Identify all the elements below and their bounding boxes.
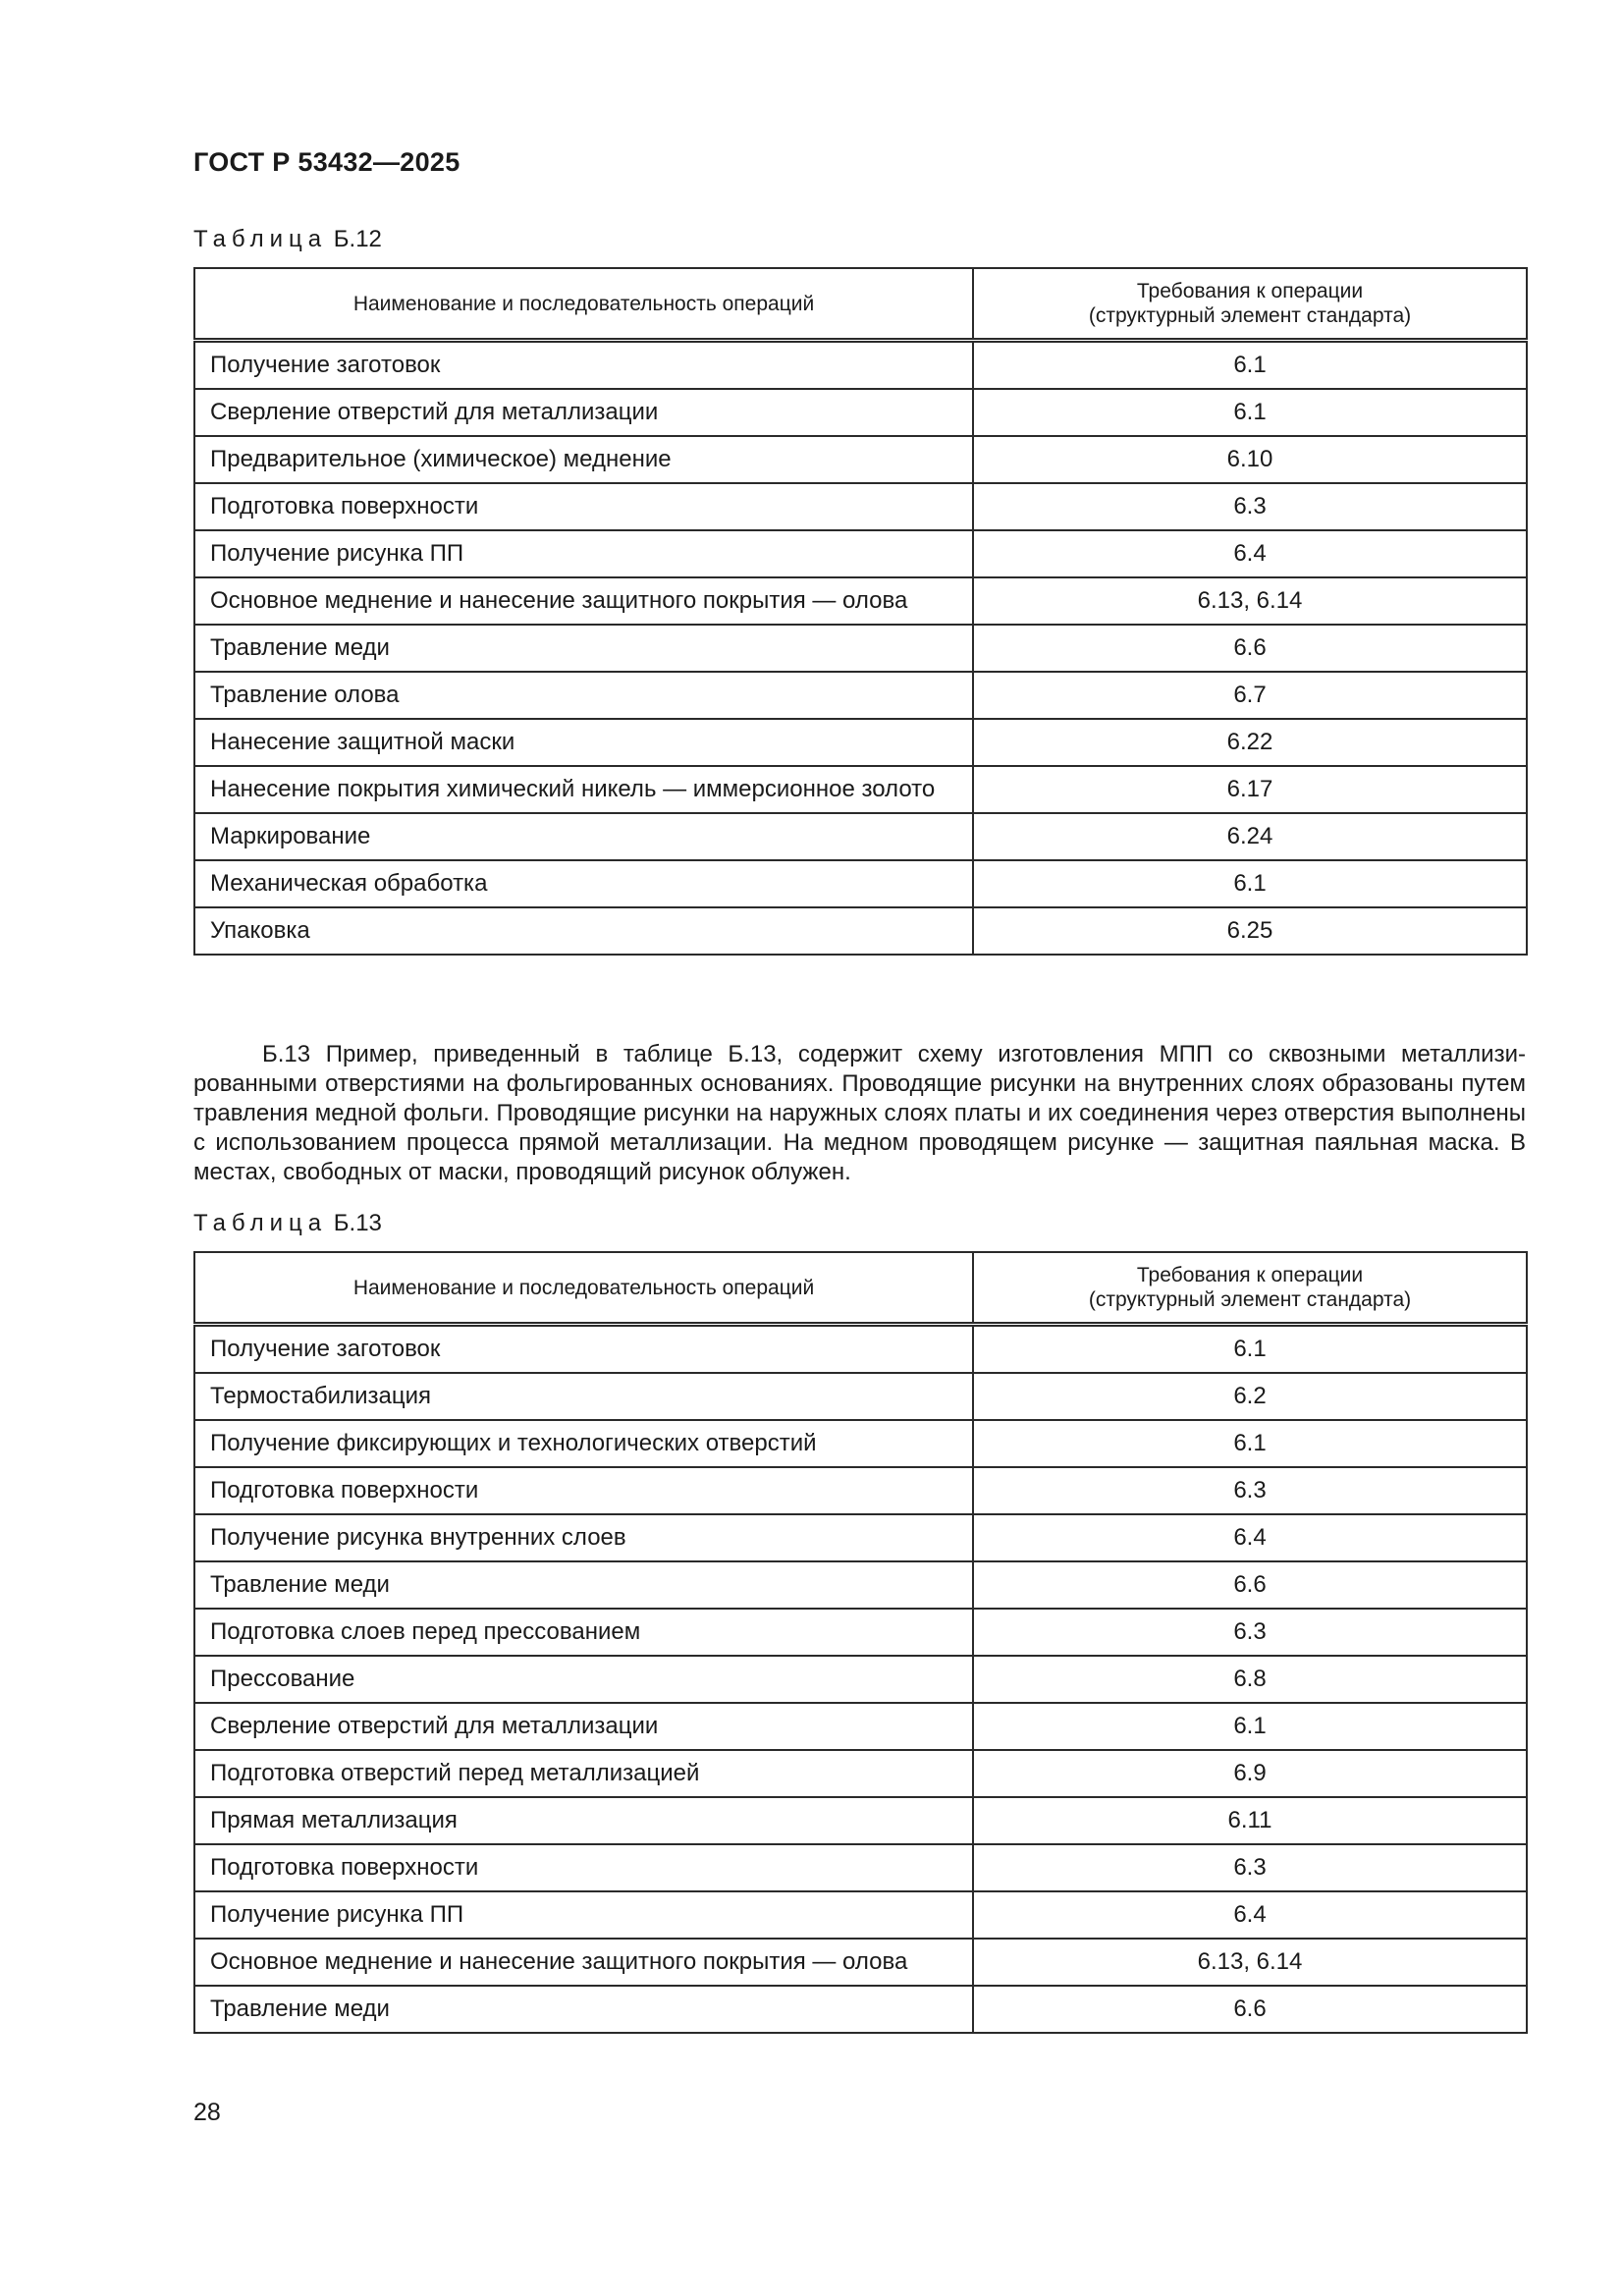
table-row (194, 766, 1527, 813)
column-header-line: (структурный элемент стандарта) (1088, 1288, 1412, 1311)
table-row (194, 1750, 1527, 1797)
operation-name: Основное меднение и нанесение защитного покрытия — олова (194, 577, 973, 625)
table-row (194, 907, 1527, 955)
requirement-ref: 6.1 (973, 1325, 1527, 1374)
requirement-ref: 6.13, 6.14 (973, 1939, 1527, 1986)
table-row (194, 436, 1527, 483)
operation-name: Травление меди (194, 625, 973, 672)
column-header-requirements (973, 268, 1527, 341)
operation-name: Получение рисунка внутренних слоев (194, 1514, 973, 1561)
table-row (194, 1844, 1527, 1891)
column-header-line: (структурный элемент стандарта) (1088, 304, 1412, 327)
table-header-row (194, 268, 1527, 341)
requirement-ref: 6.17 (973, 766, 1527, 813)
requirement-ref: 6.4 (973, 1514, 1527, 1561)
table-row (194, 1420, 1527, 1467)
requirement-ref: 6.4 (973, 1891, 1527, 1939)
requirement-ref: 6.8 (973, 1656, 1527, 1703)
requirement-ref: 6.1 (973, 1420, 1527, 1467)
requirement-ref: 6.1 (973, 860, 1527, 907)
table-row (194, 1986, 1527, 2033)
column-header-line: Требования к операции (1136, 1264, 1364, 1286)
table-header-row (194, 1252, 1527, 1325)
requirement-ref: 6.1 (973, 1703, 1527, 1750)
requirement-ref: 6.6 (973, 625, 1527, 672)
table-row (194, 530, 1527, 577)
table-row (194, 1797, 1527, 1844)
operation-name: Механическая обработка (194, 860, 973, 907)
table-row (194, 483, 1527, 530)
operation-name: Сверление отверстий для металлизации (194, 1703, 973, 1750)
requirement-ref: 6.13, 6.14 (973, 577, 1527, 625)
table-row (194, 672, 1527, 719)
requirement-ref: 6.2 (973, 1373, 1527, 1420)
caption-number: Б.13 (333, 1210, 382, 1236)
table-row (194, 813, 1527, 860)
table-row (194, 1891, 1527, 1939)
table-row (194, 1656, 1527, 1703)
section-b13-paragraph (193, 1040, 1526, 1187)
requirement-ref: 6.25 (973, 907, 1527, 955)
operation-name: Получение заготовок (194, 341, 973, 390)
table-b12-caption (193, 226, 382, 253)
document-header: ГОСТ Р 53432—2025 (193, 147, 460, 177)
requirement-ref: 6.7 (973, 672, 1527, 719)
operation-name: Упаковка (194, 907, 973, 955)
operation-name: Сверление отверстий для металлизации (194, 389, 973, 436)
operation-name: Получение рисунка ПП (194, 1891, 973, 1939)
caption-number: Б.12 (333, 226, 382, 252)
caption-word: Таблица (193, 226, 328, 252)
operation-name: Подготовка слоев перед прессованием (194, 1609, 973, 1656)
table-row (194, 625, 1527, 672)
requirement-ref: 6.10 (973, 436, 1527, 483)
requirement-ref: 6.9 (973, 1750, 1527, 1797)
requirement-ref: 6.4 (973, 530, 1527, 577)
requirement-ref: 6.3 (973, 1844, 1527, 1891)
table-row (194, 341, 1527, 390)
operation-name: Подготовка поверхности (194, 1467, 973, 1514)
operation-name: Подготовка поверхности (194, 1844, 973, 1891)
table-row (194, 860, 1527, 907)
requirement-ref: 6.3 (973, 483, 1527, 530)
table-row (194, 1609, 1527, 1656)
column-header-operations: Наименование и последовательность операций (194, 268, 973, 341)
requirement-ref: 6.11 (973, 1797, 1527, 1844)
requirement-ref: 6.3 (973, 1467, 1527, 1514)
requirement-ref: 6.1 (973, 389, 1527, 436)
operation-name: Предварительное (химическое) меднение (194, 436, 973, 483)
caption-word: Таблица (193, 1210, 328, 1236)
operation-name: Нанесение защитной маски (194, 719, 973, 766)
requirement-ref: 6.22 (973, 719, 1527, 766)
table-b12 (193, 267, 1528, 956)
table-row (194, 577, 1527, 625)
table-row (194, 1373, 1527, 1420)
operation-name: Прямая металлизация (194, 1797, 973, 1844)
column-header-line: Требования к операции (1136, 280, 1364, 302)
table-row (194, 1325, 1527, 1374)
table-row (194, 1561, 1527, 1609)
table-b13 (193, 1251, 1528, 2034)
operation-name: Получение заготовок (194, 1325, 973, 1374)
operation-name: Получение фиксирующих и технологических отверстий (194, 1420, 973, 1467)
table-b13-caption (193, 1210, 382, 1237)
page-number: 28 (193, 2099, 221, 2126)
requirement-ref: 6.1 (973, 341, 1527, 390)
operation-name: Травление меди (194, 1986, 973, 2033)
operation-name: Маркирование (194, 813, 973, 860)
requirement-ref: 6.6 (973, 1561, 1527, 1609)
operation-name: Получение рисунка ПП (194, 530, 973, 577)
column-header-requirements (973, 1252, 1527, 1325)
requirement-ref: 6.24 (973, 813, 1527, 860)
operation-name: Термостабилизация (194, 1373, 973, 1420)
table-row (194, 1939, 1527, 1986)
requirement-ref: 6.3 (973, 1609, 1527, 1656)
operation-name: Травление олова (194, 672, 973, 719)
operation-name: Травление меди (194, 1561, 973, 1609)
operation-name: Прессование (194, 1656, 973, 1703)
operation-name: Основное меднение и нанесение защитного покрытия — олова (194, 1939, 973, 1986)
table-row (194, 389, 1527, 436)
table-row (194, 719, 1527, 766)
table-row (194, 1467, 1527, 1514)
paragraph-text: Б.13 Пример, приведенный в таблице Б.13, содержит схему изготовления МПП со сквозными металлизированными отверстиями на фольгированных основаниях. Проводящие рисунки на внутренних слоях образованы путем травления медной фольги. Проводящие рисунки на наружных слоях платы и их соединения через отверстия выполнены с использованием процесса прямой металлизации. На медном проводящем рисунке — защитная паяльная маска. В местах, свободных от маски, проводящий рисунок облужен. (193, 1041, 1526, 1185)
column-header-operations: Наименование и последовательность операций (194, 1252, 973, 1325)
table-row (194, 1703, 1527, 1750)
requirement-ref: 6.6 (973, 1986, 1527, 2033)
operation-name: Подготовка поверхности (194, 483, 973, 530)
table-row (194, 1514, 1527, 1561)
operation-name: Подготовка отверстий перед металлизацией (194, 1750, 973, 1797)
operation-name: Нанесение покрытия химический никель — иммерсионное золото (194, 766, 973, 813)
